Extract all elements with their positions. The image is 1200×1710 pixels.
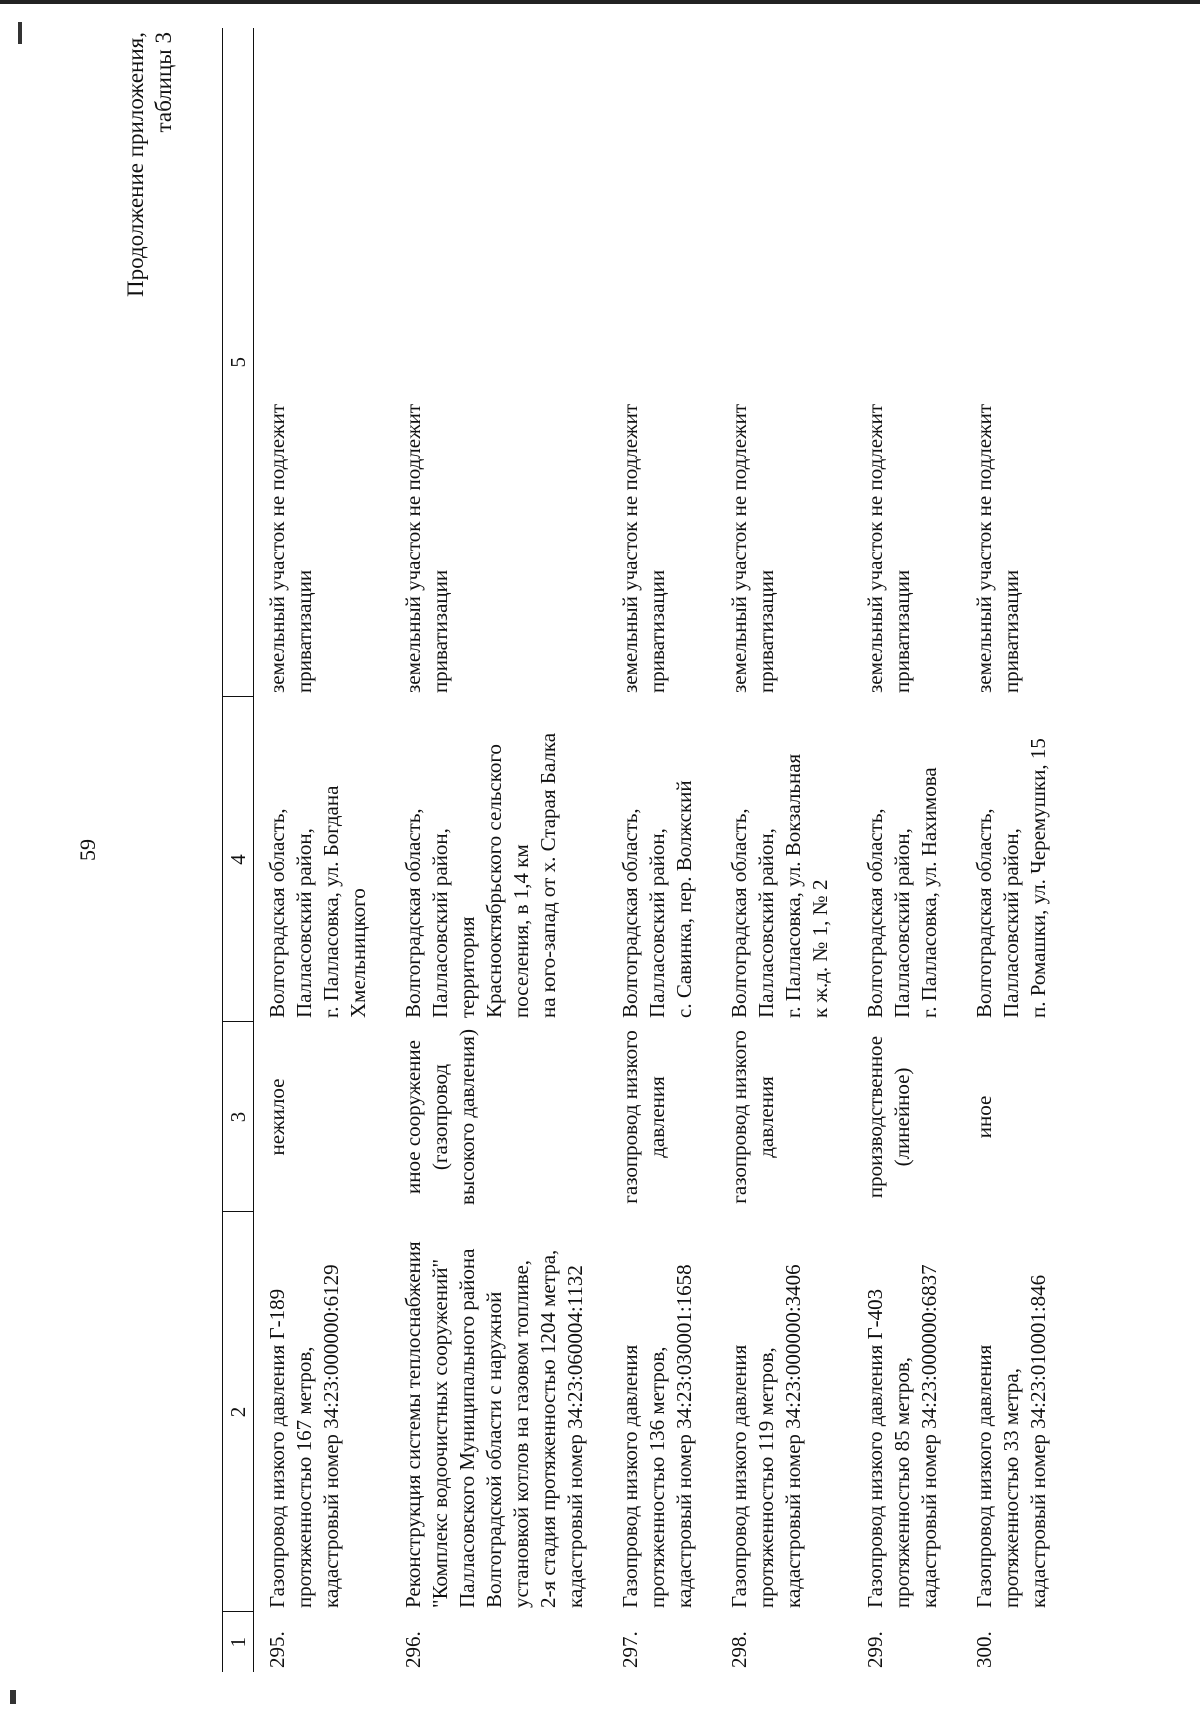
object-note: земельный участок не подлежит приватизации [727, 403, 778, 693]
object-name: Газопровод низкого давления протяженностью 136 метров, кадастровый номер 34:23:030001:1658 [618, 1264, 696, 1608]
object-purpose: производственное (линейное) [863, 1035, 914, 1199]
object-address: Волгоградская область, Палласовский район, с. Савинка, пер. Волжский [618, 780, 696, 1018]
row-number: 299. [863, 1631, 887, 1668]
object-address: Волгоградская область, Палласовский район, п. Ромашки, ул. Черемушки, 15 [972, 738, 1050, 1018]
table-row [961, 28, 1070, 1672]
object-name: Газопровод низкого давления протяженностью 119 метров, кадастровый номер 34:23:000000:3406 [727, 1264, 805, 1608]
row-number: 298. [727, 1631, 751, 1668]
continuation-line: таблицы 3 [151, 32, 176, 133]
table-row [254, 28, 391, 1672]
object-note: земельный участок не подлежит приватизации [618, 403, 669, 693]
row-number: 296. [401, 1631, 425, 1668]
object-note: земельный участок не подлежит приватизации [972, 403, 1023, 693]
property-table [222, 28, 1070, 1672]
object-note: земельный участок не подлежит приватизации [863, 403, 914, 693]
table-row [607, 28, 716, 1672]
header-row [223, 28, 254, 1672]
continuation-line: Продолжение приложения, [123, 32, 148, 297]
column-header: 1 [223, 1612, 254, 1672]
column-header: 2 [223, 1212, 254, 1612]
object-name: Газопровод низкого давления Г-189 протяженностью 167 метров, кадастровый номер 34:23:000000:6129 [265, 1264, 343, 1608]
column-header: 5 [223, 28, 254, 697]
column-header: 4 [223, 697, 254, 1022]
object-purpose: иное [972, 1095, 996, 1139]
object-note: земельный участок не подлежит приватизации [401, 403, 452, 693]
object-note: земельный участок не подлежит приватизации [265, 403, 316, 693]
table-row [390, 28, 607, 1672]
object-address: Волгоградская область, Палласовский район, территория Краснооктябрьского сельского поселения, в 1,4 км на юго-запад от х. Старая Балка [401, 732, 560, 1018]
object-purpose: газопровод низкого давления [618, 1030, 669, 1204]
object-address: Волгоградская область, Палласовский район, г. Палласовка, ул. Нахимова [863, 767, 941, 1018]
object-address: Волгоградская область, Палласовский район, г. Палласовка, ул. Богдана Хмельницкого [265, 785, 370, 1018]
object-address: Волгоградская область, Палласовский район, г. Палласовка, ул. Вокзальная к ж.д. № 1, № 2 [727, 753, 832, 1018]
row-number: 300. [972, 1631, 996, 1668]
table-row [716, 28, 852, 1672]
object-purpose: иное сооружение (газопровод высокого давления) [401, 1029, 479, 1205]
object-name: Газопровод низкого давления протяженностью 33 метра, кадастровый номер 34:23:010001:846 [972, 1274, 1050, 1608]
column-header: 3 [223, 1022, 254, 1212]
continuation-note [122, 32, 178, 297]
object-name: Реконструкция системы теплоснабжения "Комплекс водоочистных сооружений" Палласовского Муниципального района Волгоградской области с наружной установкой котлов на газовом топливе, 2-я стадия протяженностью 1204 метра, кадастровый номер 34:23:060004:1132 [401, 1241, 587, 1608]
table-row [852, 28, 961, 1672]
row-number: 297. [618, 1631, 642, 1668]
object-purpose: нежилое [265, 1078, 289, 1156]
object-name: Газопровод низкого давления Г-403 протяженностью 85 метров, кадастровый номер 34:23:000000:6837 [863, 1264, 941, 1608]
row-number: 295. [265, 1631, 289, 1668]
page-number: 59 [75, 839, 100, 861]
object-purpose: газопровод низкого давления [727, 1030, 778, 1204]
